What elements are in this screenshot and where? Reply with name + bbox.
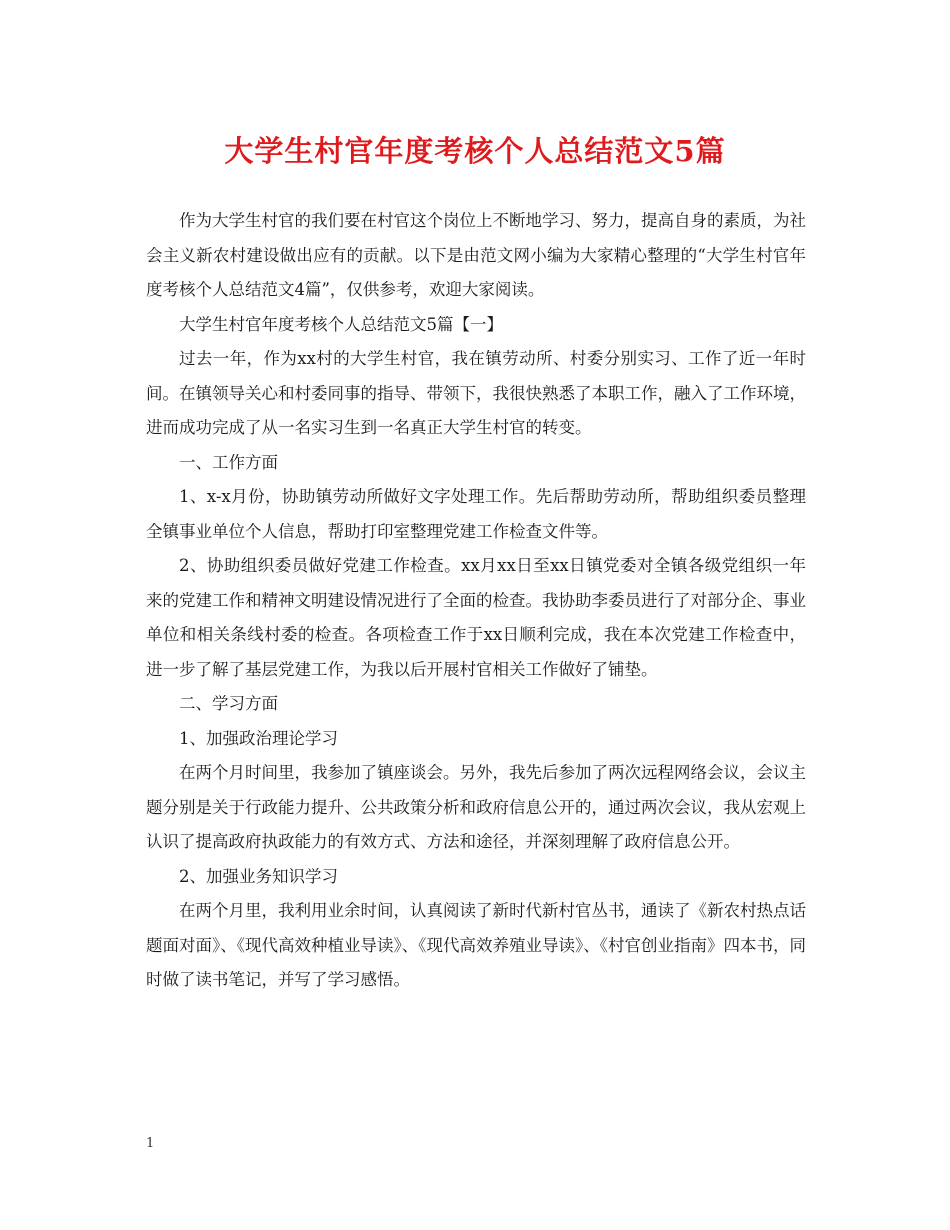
document-body: [146, 204, 806, 998]
paragraph-intro: 作为大学生村官的我们要在村官这个岗位上不断地学习、努力，提高自身的素质，为社会主义新农村建设做出应有的贡献。以下是由范文网小编为大家精心整理的“大学生村官年度考核个人总结范文4篇”，仅供参考，欢迎大家阅读。: [146, 211, 806, 299]
subheading-political-study: 1、加强政治理论学习: [179, 728, 338, 748]
paragraph-political-study: 在两个月时间里，我参加了镇座谈会。另外，我先后参加了两次远程网络会议，会议主题分别是关于行政能力提升、公共政策分析和政府信息公开的，通过两次会议，我从宏观上认识了提高政府执政能力的有效方式、方法和途径，并深刻理解了政府信息公开。: [146, 763, 806, 851]
document-title: 大学生村官年度考核个人总结范文5篇: [224, 134, 726, 168]
paragraph-work-2: 2、协助组织委员做好党建工作检查。xx月xx日至xx日镇党委对全镇各级党组织一年来的党建工作和精神文明建设情况进行了全面的检查。我协助李委员进行了对部分企、事业单位和相关条线村委的检查。各项检查工作于xx日顺利完成，我在本次党建工作检查中，进一步了解了基层党建工作，为我以后开展村官相关工作做好了铺垫。: [146, 556, 806, 679]
paragraph-work-1: 1、x-x月份，协助镇劳动所做好文字处理工作。先后帮助劳动所，帮助组织委员整理全镇事业单位个人信息，帮助打印室整理党建工作检查文件等。: [146, 487, 806, 541]
subheading-work: 一、工作方面: [179, 452, 278, 472]
subheading-study: 二、学习方面: [179, 694, 278, 713]
section-heading-one: 大学生村官年度考核个人总结范文5篇【一】: [179, 314, 503, 334]
paragraph-overview: 过去一年，作为xx村的大学生村官，我在镇劳动所、村委分别实习、工作了近一年时间。在镇领导关心和村委同事的指导、带领下，我很快熟悉了本职工作，融入了工作环境，进而成功完成了从一名实习生到一名真正大学生村官的转变。: [146, 349, 806, 437]
subheading-business-study: 2、加强业务知识学习: [179, 866, 338, 886]
page-number: 1: [146, 1136, 155, 1151]
paragraph-business-study: 在两个月里，我利用业余时间，认真阅读了新时代新村官丛书，通读了《新农村热点话题面对面》、《现代高效种植业导读》、《现代高效养殖业导读》、《村官创业指南》四本书，同时做了读书笔记，并写了学习感悟。: [146, 901, 806, 989]
